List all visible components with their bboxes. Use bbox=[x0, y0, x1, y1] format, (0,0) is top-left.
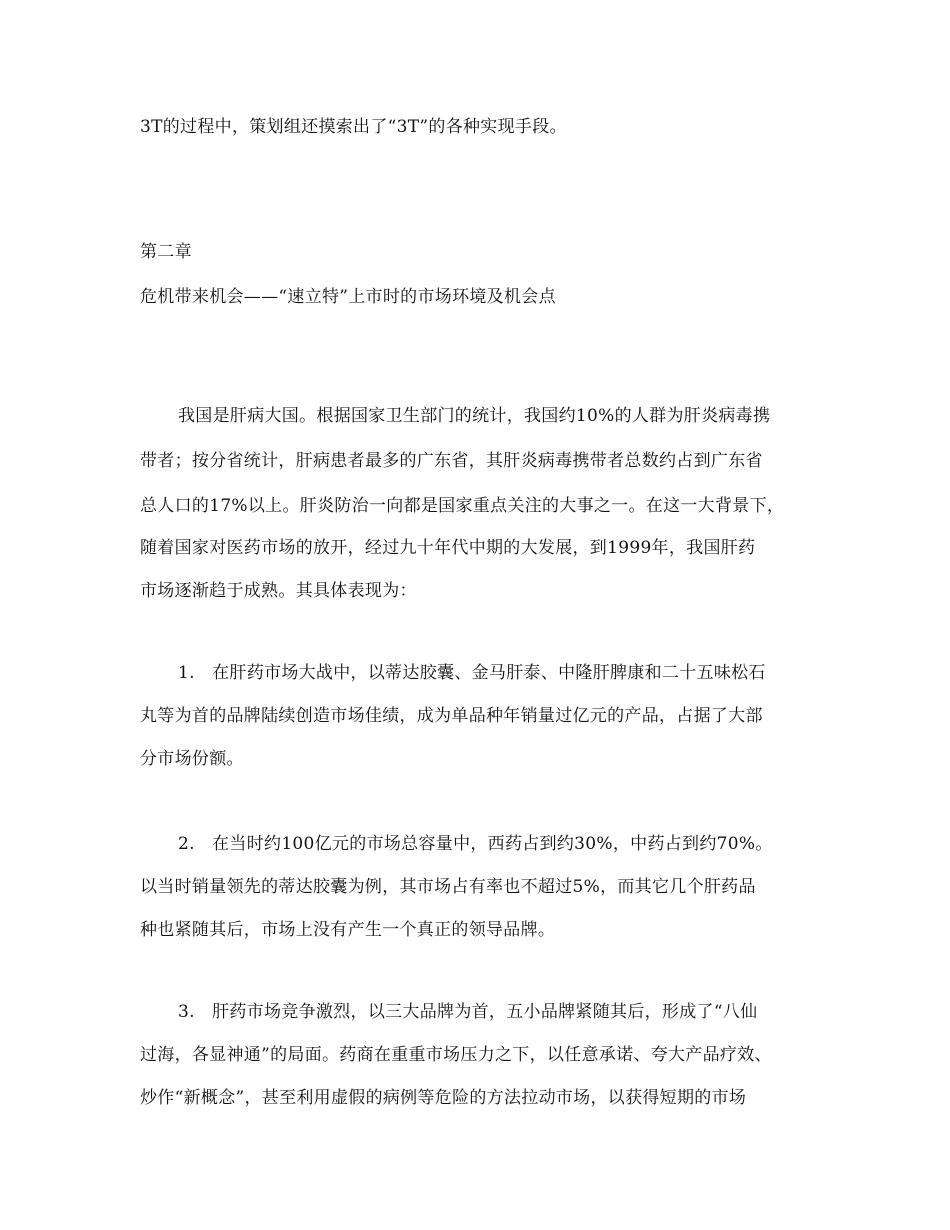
paragraph-2-line-2: 丸等为首的品牌陆续创造市场佳绩，成为单品种年销量过亿元的产品，占据了大部 bbox=[140, 706, 763, 726]
chapter-title: 危机带来机会——“速立特”上市时的市场环境及机会点 bbox=[140, 287, 556, 307]
paragraph-4-line-1: 3. 肝药市场竞争激烈，以三大品牌为首，五小品牌紧随其后，形成了“八仙 bbox=[178, 1002, 758, 1022]
paragraph-4-line-3: 炒作“新概念”，甚至利用虚假的病例等危险的方法拉动市场，以获得短期的市场 bbox=[140, 1088, 747, 1108]
paragraph-1-line-2: 带者；按分省统计，肝病患者最多的广东省，其肝炎病毒携带者总数约占到广东省 bbox=[140, 451, 763, 471]
paragraph-3-line-3: 种也紧随其后，市场上没有产生一个真正的领导品牌。 bbox=[140, 920, 556, 940]
paragraph-4-line-2: 过海，各显神通”的局面。药商在重重市场压力之下，以任意承诺、夸大产品疗效、 bbox=[140, 1045, 772, 1065]
paragraph-2-line-1: 1. 在肝药市场大战中，以蒂达胶囊、金马肝泰、中隆肝脾康和二十五味松石 bbox=[178, 663, 766, 683]
paragraph-1-line-3: 总人口的17%以上。肝炎防治一向都是国家重点关注的大事之一。在这一大背景下， bbox=[140, 496, 785, 516]
intro-line: 3T的过程中，策划组还摸索出了“3T”的各种实现手段。 bbox=[140, 117, 567, 137]
paragraph-2-line-3: 分市场份额。 bbox=[140, 749, 244, 769]
paragraph-3-line-2: 以当时销量领先的蒂达胶囊为例，其市场占有率也不超过5%，而其它几个肝药品 bbox=[140, 877, 756, 897]
paragraph-1-line-4: 随着国家对医药市场的放开，经过九十年代中期的大发展，到1999年，我国肝药 bbox=[140, 538, 756, 558]
chapter-label: 第二章 bbox=[140, 242, 192, 262]
paragraph-3-line-1: 2. 在当时约100亿元的市场总容量中，西药占到约30%，中药占到约70%。 bbox=[178, 834, 773, 854]
paragraph-1-line-1: 我国是肝病大国。根据国家卫生部门的统计，我国约10%的人群为肝炎病毒携 bbox=[178, 406, 771, 426]
paragraph-1-line-5: 市场逐渐趋于成熟。其具体表现为： bbox=[140, 581, 417, 601]
